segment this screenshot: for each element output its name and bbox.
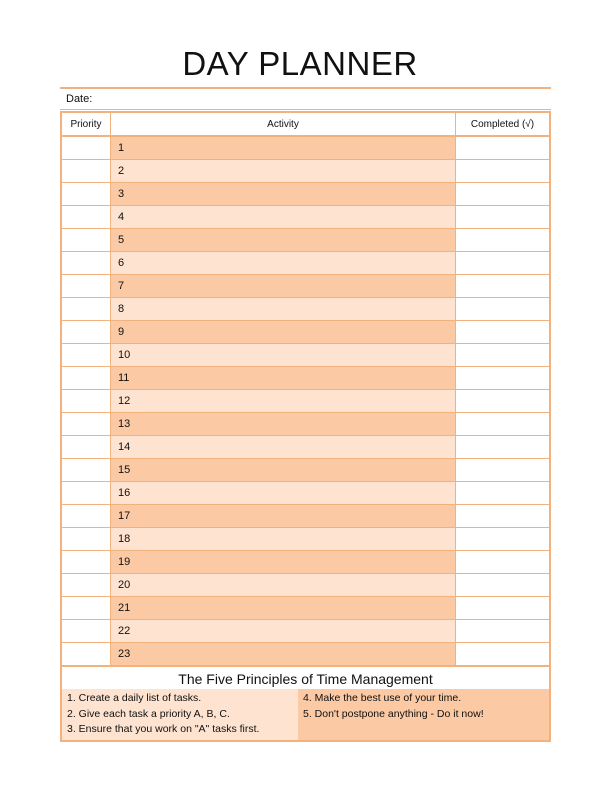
activity-cell[interactable] <box>111 367 456 389</box>
completed-cell[interactable] <box>456 160 549 182</box>
completed-cell[interactable] <box>456 482 549 504</box>
row-number: 2 <box>118 165 125 177</box>
activity-cell[interactable] <box>111 229 456 251</box>
table-row <box>62 321 549 344</box>
activity-cell[interactable] <box>111 620 456 642</box>
priority-cell[interactable] <box>62 390 111 412</box>
table-row <box>62 551 549 574</box>
date-label: Date: <box>66 93 93 105</box>
activity-cell[interactable] <box>111 137 456 159</box>
row-number: 17 <box>118 510 131 522</box>
priority-cell[interactable] <box>62 413 111 435</box>
page-title: DAY PLANNER <box>182 45 418 82</box>
completed-cell[interactable] <box>456 183 549 205</box>
table-row <box>62 459 549 482</box>
row-number: 11 <box>118 372 130 384</box>
completed-cell[interactable] <box>456 206 549 228</box>
principles-section <box>62 666 549 740</box>
table-row <box>62 643 549 666</box>
principles-body <box>62 689 549 740</box>
principles-left-column <box>62 689 298 740</box>
row-number: 4 <box>118 211 125 223</box>
table-row <box>62 436 549 459</box>
row-number: 12 <box>118 395 131 407</box>
table-row <box>62 206 549 229</box>
priority-cell[interactable] <box>62 206 111 228</box>
table-row <box>62 390 549 413</box>
row-number: 15 <box>118 464 131 476</box>
priority-cell[interactable] <box>62 574 111 596</box>
row-number: 5 <box>118 234 125 246</box>
activity-cell[interactable] <box>111 505 456 527</box>
completed-cell[interactable] <box>456 643 549 665</box>
activity-cell[interactable] <box>111 321 456 343</box>
table-row <box>62 183 549 206</box>
table-row <box>62 344 549 367</box>
activity-cell[interactable] <box>111 390 456 412</box>
row-number: 10 <box>118 349 131 361</box>
activity-table <box>60 111 551 742</box>
principle-item: 3. Ensure that you work on "A" tasks first. <box>67 723 260 735</box>
row-number: 9 <box>118 326 125 338</box>
table-row <box>62 574 549 597</box>
completed-cell[interactable] <box>456 137 549 159</box>
table-row <box>62 482 549 505</box>
priority-cell[interactable] <box>62 620 111 642</box>
activity-cell[interactable] <box>111 413 456 435</box>
completed-cell[interactable] <box>456 574 549 596</box>
activity-cell[interactable] <box>111 528 456 550</box>
activity-cell[interactable] <box>111 482 456 504</box>
priority-cell[interactable] <box>62 367 111 389</box>
completed-cell[interactable] <box>456 597 549 619</box>
priority-cell[interactable] <box>62 183 111 205</box>
table-row <box>62 160 549 183</box>
priority-header: Priority <box>62 113 111 135</box>
table-row <box>62 137 549 160</box>
table-row <box>62 620 549 643</box>
priority-cell[interactable] <box>62 160 111 182</box>
activity-cell[interactable] <box>111 597 456 619</box>
table-row <box>62 505 549 528</box>
priority-cell[interactable] <box>62 459 111 481</box>
completed-cell[interactable] <box>456 620 549 642</box>
row-number: 6 <box>118 257 125 269</box>
principle-item: 5. Don't postpone anything - Do it now! <box>303 707 484 720</box>
activity-header: Activity <box>111 113 456 135</box>
activity-cell[interactable] <box>111 160 456 182</box>
activity-cell[interactable] <box>111 643 456 665</box>
priority-cell[interactable] <box>62 643 111 665</box>
row-number: 14 <box>118 441 131 453</box>
priority-cell[interactable] <box>62 505 111 527</box>
principles-right-column <box>298 689 549 740</box>
completed-cell[interactable] <box>456 436 549 458</box>
row-number: 3 <box>118 188 125 200</box>
row-number: 18 <box>118 533 131 545</box>
table-row <box>62 252 549 275</box>
completed-cell[interactable] <box>456 252 549 274</box>
activity-cell[interactable] <box>111 298 456 320</box>
completed-cell[interactable] <box>456 229 549 251</box>
principle-item: 4. Make the best use of your time. <box>303 692 462 704</box>
table-row <box>62 528 549 551</box>
table-row <box>62 413 549 436</box>
priority-cell[interactable] <box>62 252 111 274</box>
completed-cell[interactable] <box>456 321 549 343</box>
table-row <box>62 298 549 321</box>
priority-cell[interactable] <box>62 137 111 159</box>
activity-cell[interactable] <box>111 275 456 297</box>
table-row <box>62 275 549 298</box>
row-number: 8 <box>118 303 125 315</box>
completed-cell[interactable] <box>456 275 549 297</box>
completed-cell[interactable] <box>456 298 549 320</box>
date-divider <box>60 109 551 110</box>
row-number: 7 <box>118 280 125 292</box>
completed-cell[interactable] <box>456 344 549 366</box>
table-header-row <box>62 113 549 137</box>
priority-cell[interactable] <box>62 597 111 619</box>
completed-cell[interactable] <box>456 505 549 527</box>
completed-cell[interactable] <box>456 367 549 389</box>
priority-cell[interactable] <box>62 436 111 458</box>
activity-cell[interactable] <box>111 459 456 481</box>
row-number: 21 <box>118 602 131 614</box>
priority-cell[interactable] <box>62 482 111 504</box>
activity-cell[interactable] <box>111 206 456 228</box>
principles-title: The Five Principles of Time Management <box>178 671 433 687</box>
row-number: 1 <box>118 142 125 154</box>
row-number: 20 <box>118 579 131 591</box>
activity-cell[interactable] <box>111 436 456 458</box>
activity-cell[interactable] <box>111 574 456 596</box>
principle-item: 2. Give each task a priority A, B, C. <box>67 707 230 720</box>
title-divider <box>60 87 551 89</box>
completed-cell[interactable] <box>456 551 549 573</box>
completed-cell[interactable] <box>456 390 549 412</box>
activity-cell[interactable] <box>111 551 456 573</box>
priority-cell[interactable] <box>62 344 111 366</box>
completed-cell[interactable] <box>456 459 549 481</box>
row-number: 13 <box>118 418 131 430</box>
priority-cell[interactable] <box>62 298 111 320</box>
activity-cell[interactable] <box>111 344 456 366</box>
row-number: 23 <box>118 648 131 660</box>
table-row <box>62 597 549 620</box>
priority-cell[interactable] <box>62 551 111 573</box>
activity-cell[interactable] <box>111 183 456 205</box>
completed-header: Completed (√) <box>470 118 535 130</box>
priority-cell[interactable] <box>62 229 111 251</box>
table-row <box>62 229 549 252</box>
priority-cell[interactable] <box>62 275 111 297</box>
completed-cell[interactable] <box>456 528 549 550</box>
activity-cell[interactable] <box>111 252 456 274</box>
row-number: 19 <box>118 556 131 568</box>
principle-item: 1. Create a daily list of tasks. <box>67 692 202 704</box>
completed-cell[interactable] <box>456 413 549 435</box>
table-row <box>62 367 549 390</box>
row-number: 16 <box>118 487 131 499</box>
priority-cell[interactable] <box>62 528 111 550</box>
priority-cell[interactable] <box>62 321 111 343</box>
table-body <box>62 137 549 666</box>
row-number: 22 <box>118 625 131 637</box>
